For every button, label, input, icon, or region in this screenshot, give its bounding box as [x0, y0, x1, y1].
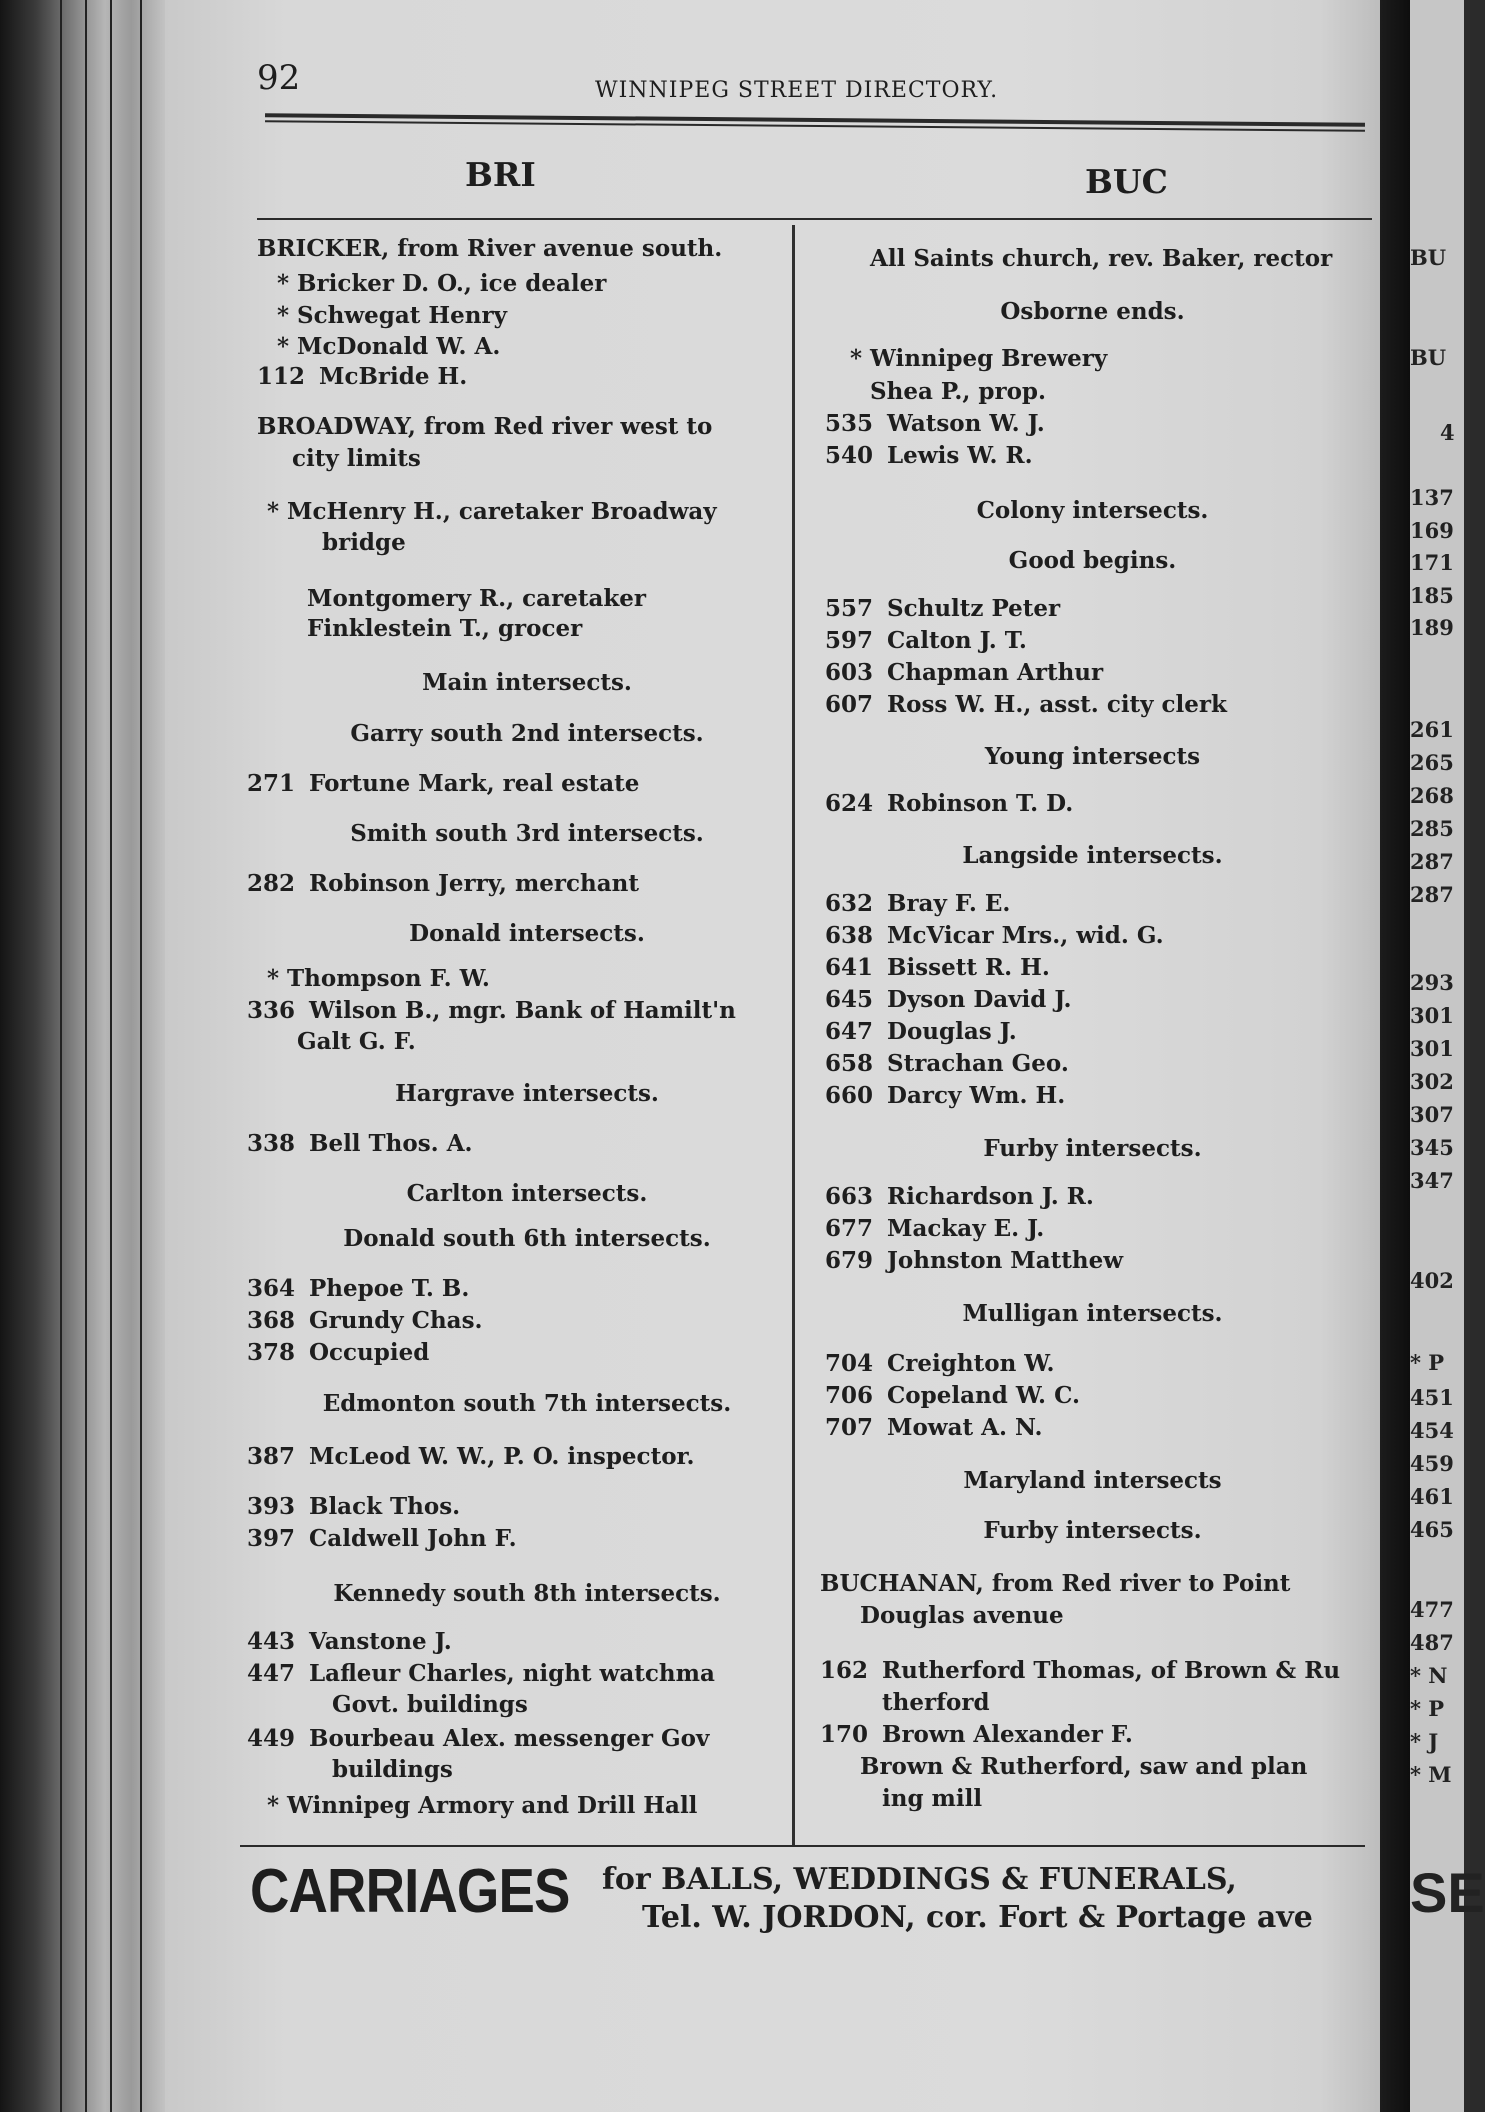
- fragment: 307: [1410, 1102, 1454, 1127]
- fragment: 189: [1410, 615, 1454, 640]
- page-gutter: [1380, 0, 1410, 2112]
- ad-line-2: Tel. W. JORDON, cor. Fort & Portage ave: [642, 1900, 1313, 1935]
- list-item: 706 Copeland W. C.: [825, 1382, 1080, 1409]
- list-item: * McDonald W. A.: [277, 333, 501, 360]
- fragment: 171: [1410, 550, 1454, 575]
- fragment: 302: [1410, 1069, 1454, 1094]
- fragment: SE: [1410, 1861, 1485, 1924]
- list-item: 271 Fortune Mark, real estate: [247, 770, 640, 797]
- list-item: 336 Wilson B., mgr. Bank of Hamilt'n: [247, 997, 736, 1024]
- fragment: 461: [1410, 1484, 1454, 1509]
- list-item: 638 McVicar Mrs., wid. G.: [825, 922, 1164, 949]
- list-item: 557 Schultz Peter: [825, 595, 1061, 622]
- list-item: 368 Grundy Chas.: [247, 1307, 483, 1334]
- fragment: 185: [1410, 583, 1454, 608]
- list-item: 660 Darcy Wm. H.: [825, 1082, 1066, 1109]
- continuation: city limits: [292, 445, 421, 472]
- column-top-rule: [257, 218, 1372, 220]
- list-item: 663 Richardson J. R.: [825, 1183, 1094, 1210]
- list-item: 443 Vanstone J.: [247, 1628, 452, 1655]
- ad-line-1: for BALLS, WEDDINGS & FUNERALS,: [602, 1862, 1237, 1897]
- list-item: 447 Lafleur Charles, night watchma: [247, 1660, 715, 1687]
- list-item: 535 Watson W. J.: [825, 410, 1045, 437]
- intersection-note: Colony intersects.: [976, 497, 1209, 524]
- list-item: 282 Robinson Jerry, merchant: [247, 870, 640, 897]
- list-item: * Thompson F. W.: [267, 965, 490, 992]
- list-item: * McHenry H., caretaker Broadway: [267, 498, 717, 525]
- list-item: 603 Chapman Arthur: [825, 659, 1104, 686]
- intersection-note: Maryland intersects: [963, 1467, 1222, 1494]
- intersection-note: Good begins.: [1008, 547, 1177, 574]
- fragment: * P: [1410, 1350, 1445, 1375]
- list-item: 624 Robinson T. D.: [825, 790, 1074, 817]
- fragment: 169: [1410, 518, 1454, 543]
- intersection-note: Donald south 6th intersects.: [343, 1225, 711, 1252]
- intersection-note: Carlton intersects.: [406, 1180, 648, 1207]
- list-item: Finklestein T., grocer: [307, 615, 583, 642]
- list-item: 632 Bray F. E.: [825, 890, 1011, 917]
- fragment: 454: [1410, 1418, 1454, 1443]
- intersection-note: Osborne ends.: [1000, 298, 1185, 325]
- list-item: 112 McBride H.: [257, 363, 468, 390]
- fragment: * J: [1410, 1729, 1439, 1754]
- list-item: 679 Johnston Matthew: [825, 1247, 1124, 1274]
- list-item: All Saints church, rev. Baker, rector: [870, 245, 1333, 272]
- directory-page: [165, 0, 1380, 2112]
- fragment: 4: [1440, 420, 1455, 445]
- fragment: 459: [1410, 1451, 1454, 1476]
- intersection-note: Furby intersects.: [983, 1135, 1202, 1162]
- intersection-note: Main intersects.: [422, 669, 632, 696]
- street-header: BRICKER, from River avenue south.: [257, 235, 723, 262]
- list-item: 704 Creighton W.: [825, 1350, 1055, 1377]
- continuation: ing mill: [882, 1785, 983, 1812]
- fragment: 293: [1410, 970, 1454, 995]
- list-item: 449 Bourbeau Alex. messenger Gov: [247, 1725, 710, 1752]
- list-item: Montgomery R., caretaker: [307, 585, 647, 612]
- list-item: 658 Strachan Geo.: [825, 1050, 1069, 1077]
- fragment: 261: [1410, 717, 1454, 742]
- list-item: 607 Ross W. H., asst. city clerk: [825, 691, 1227, 718]
- list-item: 397 Caldwell John F.: [247, 1525, 517, 1552]
- fragment: 268: [1410, 783, 1454, 808]
- intersection-note: Hargrave intersects.: [395, 1080, 659, 1107]
- list-item: 338 Bell Thos. A.: [247, 1130, 473, 1157]
- continuation: therford: [882, 1689, 990, 1716]
- fragment: BU: [1410, 245, 1447, 270]
- page-number: 92: [257, 58, 301, 98]
- fragment: 487: [1410, 1630, 1454, 1655]
- list-item: 645 Dyson David J.: [825, 986, 1072, 1013]
- list-item: 647 Douglas J.: [825, 1018, 1017, 1045]
- book-binding: [0, 0, 175, 2112]
- intersection-note: Young intersects: [984, 743, 1201, 770]
- continuation: bridge: [322, 529, 406, 556]
- ad-top-rule: [240, 1845, 1365, 1847]
- fragment: 301: [1410, 1036, 1454, 1061]
- list-item: 707 Mowat A. N.: [825, 1414, 1043, 1441]
- list-item: 364 Phepoe T. B.: [247, 1275, 470, 1302]
- street-header: BROADWAY, from Red river west to: [257, 413, 713, 440]
- fragment: 465: [1410, 1517, 1454, 1542]
- list-item: 641 Bissett R. H.: [825, 954, 1050, 981]
- intersection-note: Kennedy south 8th intersects.: [333, 1580, 721, 1607]
- list-item: 378 Occupied: [247, 1339, 430, 1366]
- fragment: 345: [1410, 1135, 1454, 1160]
- fragment: 301: [1410, 1003, 1454, 1028]
- fragment: 137: [1410, 485, 1454, 510]
- ad-title: CARRIAGES: [250, 1857, 570, 1926]
- list-item: * Schwegat Henry: [277, 302, 507, 329]
- list-item: Brown & Rutherford, saw and plan: [860, 1753, 1308, 1780]
- fragment: 402: [1410, 1268, 1454, 1293]
- fragment: 451: [1410, 1385, 1454, 1410]
- fragment: 347: [1410, 1168, 1454, 1193]
- list-item: 597 Calton J. T.: [825, 627, 1027, 654]
- list-item: Shea P., prop.: [870, 378, 1047, 405]
- list-item: 677 Mackay E. J.: [825, 1215, 1045, 1242]
- list-item: * Winnipeg Armory and Drill Hall: [267, 1792, 698, 1819]
- intersection-note: Langside intersects.: [962, 842, 1223, 869]
- intersection-note: Donald intersects.: [409, 920, 645, 947]
- list-item: * Winnipeg Brewery: [850, 345, 1108, 372]
- street-header: BUCHANAN, from Red river to Point: [820, 1570, 1291, 1597]
- intersection-note: Mulligan intersects.: [962, 1300, 1223, 1327]
- list-item: Galt G. F.: [297, 1028, 416, 1055]
- fragment: 287: [1410, 882, 1454, 907]
- intersection-note: Furby intersects.: [983, 1517, 1202, 1544]
- list-item: 387 McLeod W. W., P. O. inspector.: [247, 1443, 695, 1470]
- left-column-heading: BRI: [465, 155, 536, 194]
- fragment: 265: [1410, 750, 1454, 775]
- fragment: 287: [1410, 849, 1454, 874]
- fragment: 477: [1410, 1597, 1454, 1622]
- list-item: 540 Lewis W. R.: [825, 442, 1033, 469]
- list-item: 162 Rutherford Thomas, of Brown & Ru: [820, 1657, 1341, 1684]
- continuation: Govt. buildings: [332, 1691, 528, 1718]
- intersection-note: Smith south 3rd intersects.: [350, 820, 704, 847]
- right-column-heading: BUC: [1085, 162, 1168, 201]
- intersection-note: Garry south 2nd intersects.: [350, 720, 704, 747]
- continuation: Douglas avenue: [860, 1602, 1064, 1629]
- list-item: 393 Black Thos.: [247, 1493, 461, 1520]
- running-head: WINNIPEG STREET DIRECTORY.: [595, 78, 999, 103]
- list-item: * Bricker D. O., ice dealer: [277, 270, 607, 297]
- intersection-note: Edmonton south 7th intersects.: [322, 1390, 732, 1417]
- fragment: * N: [1410, 1663, 1448, 1688]
- list-item: 170 Brown Alexander F.: [820, 1721, 1133, 1748]
- fragment: BU: [1410, 345, 1447, 370]
- fragment: 285: [1410, 816, 1454, 841]
- fragment: * M: [1410, 1762, 1452, 1787]
- continuation: buildings: [332, 1756, 453, 1783]
- next-page-edge: [1410, 0, 1485, 2112]
- carriages-advertisement: [250, 1852, 1365, 1952]
- fragment: * P: [1410, 1696, 1445, 1721]
